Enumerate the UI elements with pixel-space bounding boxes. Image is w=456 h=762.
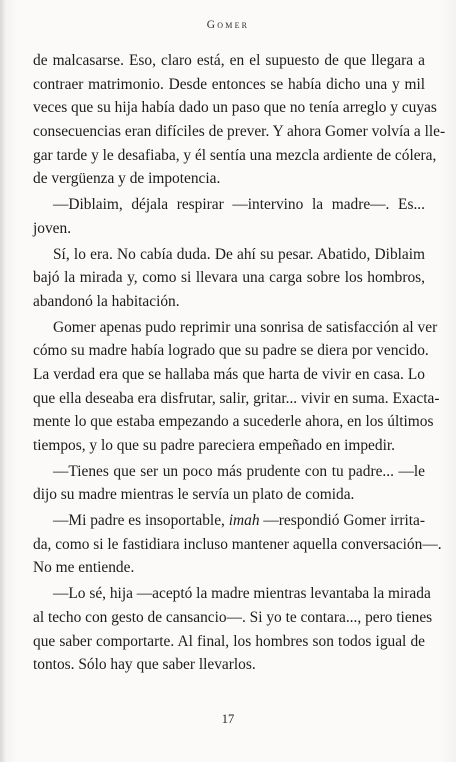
text-line: joven. — [33, 219, 72, 237]
text-line: mente lo que estaba empezando a sucederle ahora, en los últimos — [33, 413, 434, 431]
paragraph — [33, 582, 433, 677]
text-line: tontos. Sólo hay que saber llevarlos. — [33, 656, 256, 674]
text-line: que ella deseaba era disfrutar, salir, gritar... vivir en suma. Exacta- — [33, 389, 440, 407]
body-text — [33, 49, 446, 679]
running-head: Gomer — [206, 19, 250, 31]
text-line: No me entiende. — [33, 559, 135, 577]
text-line: abandonó la habitación. — [33, 292, 180, 310]
paragraph — [33, 460, 425, 507]
page-gutter-shadow — [0, 0, 6, 762]
paragraph — [33, 316, 440, 458]
text-line: al techo con gesto de cansancio—. Si yo te contara..., pero tienes — [33, 608, 433, 626]
text-line: contraer matrimonio. Desde entonces se había dicho una y mil — [33, 75, 425, 93]
text-line: —Tienes que ser un poco más prudente con tu padre... —le — [53, 462, 425, 480]
paragraph — [33, 243, 425, 314]
paragraph — [33, 49, 446, 191]
text-line: gar tarde y le desafiaba, y él sentía una mezcla ardiente de cólera, — [33, 146, 437, 164]
text-line: dijo su madre mientras le servía un plato de comida. — [33, 486, 355, 504]
text-line: La verdad era que se hallaba más que harta de vivir en casa. Lo — [33, 365, 425, 383]
text-line: que saber comportarte. Al final, los hombres son todos igual de — [33, 632, 425, 650]
text-line: Sí, lo era. No cabía duda. De ahí su pesar. Abatido, Diblaim — [53, 245, 425, 263]
page-number: 17 — [221, 712, 235, 726]
paragraph — [33, 193, 425, 240]
text-line: veces que su hija había dado un paso que no tenía arreglo y cuyas — [33, 99, 437, 117]
text-line: de vergüenza y de impotencia. — [33, 170, 221, 188]
text-line: —Diblaim, déjala respirar —intervino la madre—. Es... — [53, 196, 425, 214]
text-line: —Mi padre es insoportable, imah —respondió Gomer irrita- — [53, 512, 426, 530]
text-line: da, como si le fastidiara incluso mantener aquella conversación—. — [33, 535, 442, 553]
text-line: bajó la mirada y, como si llevara una carga sobre los hombros, — [33, 269, 425, 287]
text-line: —Lo sé, hija —aceptó la madre mientras levantaba la mirada — [53, 585, 431, 603]
text-line: tiempos, y lo que su padre pareciera empeñado en impedir. — [33, 437, 395, 454]
text-line: cómo su madre había logrado que su padre se diera por vencido. — [33, 342, 429, 360]
text-line: de malcasarse. Eso, claro está, en el supuesto de que llegara a — [33, 52, 425, 69]
text-line: Gomer apenas pudo reprimir una sonrisa de satisfacción al ver — [53, 318, 438, 336]
paragraph — [33, 509, 442, 580]
italic-word: imah — [228, 512, 260, 530]
text-line: consecuencias eran difíciles de prever. Y ahora Gomer volvía a lle- — [33, 123, 446, 141]
